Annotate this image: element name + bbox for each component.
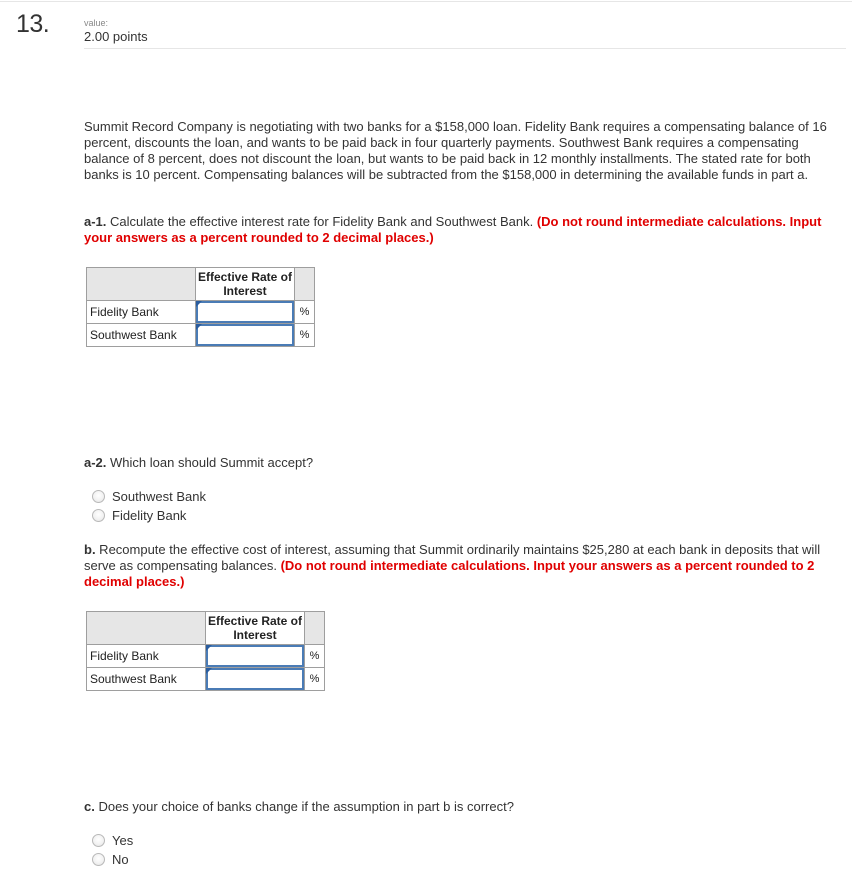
input-cell	[206, 645, 305, 668]
table-corner	[87, 268, 196, 301]
part-b-table	[86, 611, 325, 691]
b-southwest-rate-input[interactable]	[206, 668, 304, 690]
a2-option-southwest[interactable]	[92, 488, 206, 504]
percent-unit: %	[305, 645, 325, 668]
percent-unit: %	[295, 301, 315, 324]
radio-button[interactable]	[92, 853, 105, 866]
radio-button[interactable]	[92, 490, 105, 503]
part-c-text: Does your choice of banks change if the assumption in part b is correct?	[94, 799, 514, 814]
flag-icon	[196, 301, 202, 307]
part-a2-text: Which loan should Summit accept?	[106, 455, 314, 470]
radio-button[interactable]	[92, 834, 105, 847]
flag-icon	[206, 668, 212, 674]
header-divider	[84, 48, 846, 49]
c-option-yes[interactable]	[92, 832, 133, 848]
percent-unit: %	[305, 668, 325, 691]
part-a2-label: a-2.	[84, 455, 107, 470]
option-label: Southwest Bank	[112, 488, 206, 504]
part-a1-instruction: (Do not round intermediate calculations. Input your answers as a percent rounded to 2 decimal places.)	[84, 214, 822, 245]
table-row	[87, 645, 325, 668]
table-header-effective-rate: Effective Rate of Interest	[206, 612, 305, 645]
row-label-southwest: Southwest Bank	[87, 324, 196, 347]
radio-button[interactable]	[92, 509, 105, 522]
part-c-label: c.	[84, 799, 95, 814]
part-b-prompt	[84, 542, 844, 590]
part-a1-prompt	[84, 214, 844, 246]
part-b-text: Recompute the effective cost of interest, assuming that Summit ordinarily maintains $25,280 at each bank in deposits that will serve as compensating balances.	[84, 542, 821, 573]
table-row	[87, 668, 325, 691]
flag-icon	[196, 324, 202, 330]
row-label-fidelity: Fidelity Bank	[87, 301, 196, 324]
points-value: 2.00 points	[84, 29, 148, 44]
question-number: 13.	[16, 10, 50, 38]
row-label-fidelity: Fidelity Bank	[87, 645, 206, 668]
part-a1-table	[86, 267, 315, 347]
a1-southwest-rate-input[interactable]	[196, 324, 294, 346]
top-divider	[0, 1, 852, 2]
table-header-effective-rate: Effective Rate of Interest	[196, 268, 295, 301]
c-option-no[interactable]	[92, 851, 129, 867]
part-a1-label: a-1.	[84, 214, 107, 229]
option-label: Yes	[112, 832, 134, 848]
table-row	[87, 301, 315, 324]
part-a2-prompt	[84, 455, 844, 471]
problem-text: Summit Record Company is negotiating with two banks for a $158,000 loan. Fidelity Bank requires a compensating balance of 16 percent, discounts the loan, and wants to be paid back in four quarterly payments. Southwest Bank requires a compensating balance of 8 percent, does not discount the loan, but wants to be paid back in 12 monthly installments. The stated rate for both banks is 10 percent. Compensating balances will be subtracted from the $158,000 in determining the available funds in part a.	[84, 119, 827, 182]
part-b-label: b.	[84, 542, 96, 557]
flag-icon	[206, 645, 212, 651]
b-fidelity-rate-input[interactable]	[206, 645, 304, 667]
option-label: Fidelity Bank	[112, 507, 187, 523]
percent-unit: %	[295, 324, 315, 347]
table-corner-right	[305, 612, 325, 645]
part-a1-text: Calculate the effective interest rate for Fidelity Bank and Southwest Bank.	[106, 214, 537, 229]
part-b-instruction: (Do not round intermediate calculations. Input your answers as a percent rounded to 2 decimal places.)	[84, 558, 815, 589]
table-corner	[87, 612, 206, 645]
a2-option-fidelity[interactable]	[92, 507, 186, 523]
input-cell	[206, 668, 305, 691]
part-c-prompt	[84, 799, 844, 815]
row-label-southwest: Southwest Bank	[87, 668, 206, 691]
value-label: value:	[84, 18, 109, 28]
option-label: No	[112, 851, 129, 867]
input-cell	[196, 301, 295, 324]
a1-fidelity-rate-input[interactable]	[196, 301, 294, 323]
input-cell	[196, 324, 295, 347]
table-row	[87, 324, 315, 347]
table-corner-right	[295, 268, 315, 301]
